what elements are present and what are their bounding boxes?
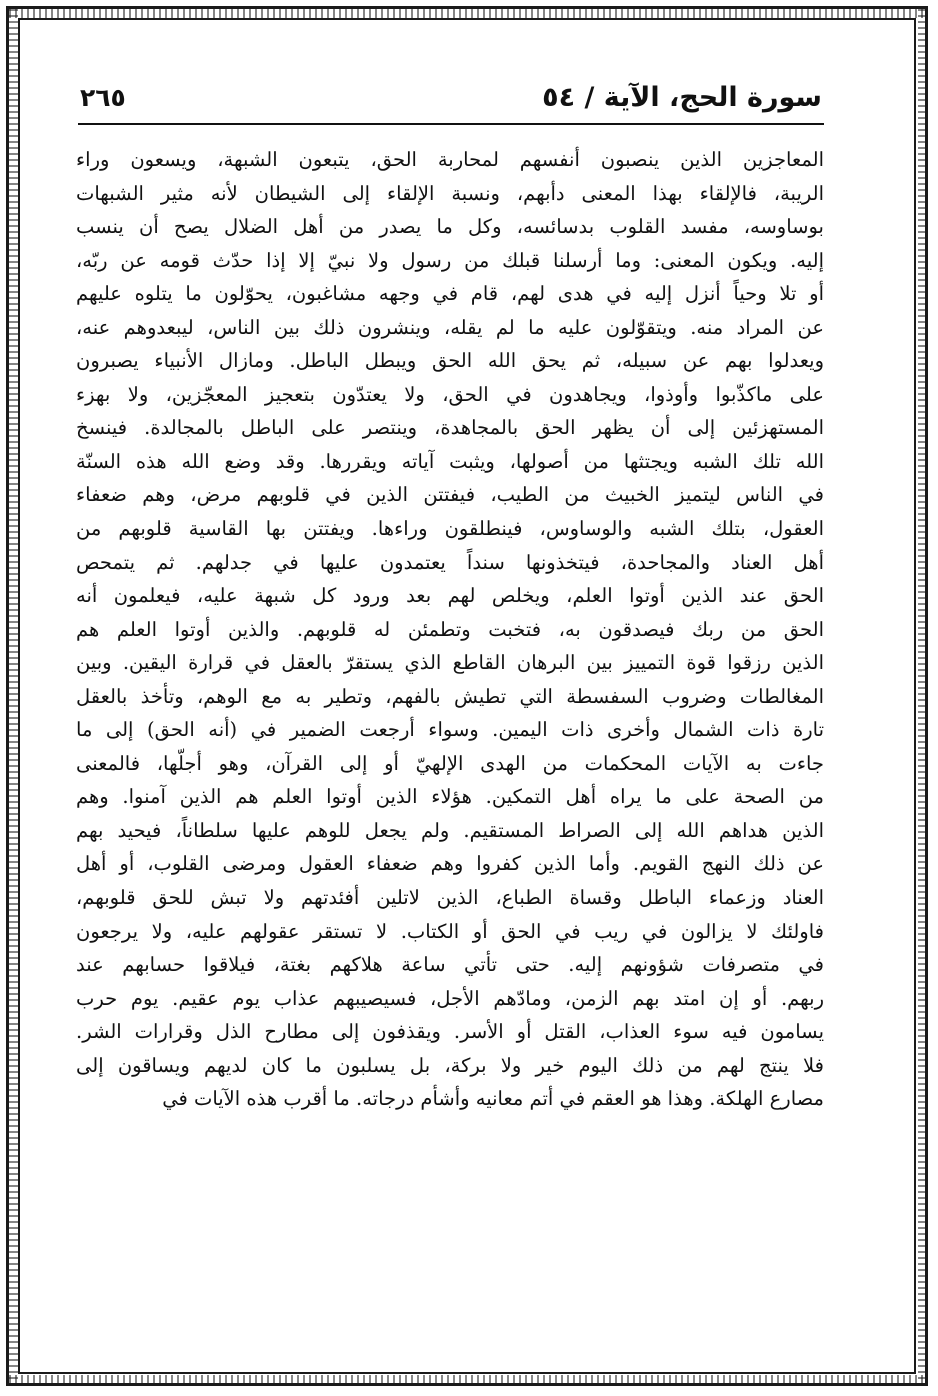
text-line: ويعدلوا بهم عن سبيله، ثم يحق الله الحق ويبطل الباطل. ومازال الأنبياء يصبرون: [76, 349, 824, 373]
text-line: يسامون فيه سوء العذاب، القتل أو الأسر. ويقذفون إلى مطارح الذل وقرارات الشر.: [76, 1020, 824, 1044]
running-title: سورة الحج، الآية / ٥٤: [542, 82, 822, 113]
text-line: جاءت به الآيات المحكمات من الهدى الإلهيّ أو إلى القرآن، وهو أجلّها، فالمعنى: [76, 751, 824, 775]
text-line: في الناس ليتميز الخبيث من الطيب، فيفتتن الذين في قلوبهم مرض، وهم ضعفاء: [76, 483, 824, 507]
text-line: أو تلا وحياً أنزل إليه في هدى لهم، قام في وجهه مشاغبون، يحوّلون ما يتلوه عليهم: [76, 282, 824, 306]
text-line: المغالطات وضروب السفسطة التي تطيش بالفهم، وتطير به مع الوهم، وتأخذ بالعقل: [76, 684, 824, 708]
body-text: [76, 143, 824, 1116]
text-line: من الصحة على ما يراه أهل التمكين. هؤلاء الذين أوتوا العلم هم الذين آمنوا. وهم: [76, 785, 824, 809]
text-line: المستهزئين إلى أن يظهر الحق بالمجاهدة، وينتصر على الباطل بالمجالدة. فينسخ: [76, 416, 824, 440]
page-header: [80, 78, 822, 122]
text-line: بوساوسه، مفسد القلوب بدسائسه، وكل ما يصدر من أهل الضلال يصح أن ينسب: [76, 215, 824, 239]
text-line: المعاجزين الذين ينصبون أنفسهم لمحاربة الحق، يتبعون الشبهة، ويسعون وراء: [76, 148, 824, 171]
text-line: العقول، بتلك الشبه والوساوس، فينطلقون وراءها. ويفتتن بها القاسية قلوبهم من: [76, 517, 824, 541]
text-line: على ماكذّبوا وأوذوا، ويجاهدون في الحق، ولا يعتدّون بتعجيز المعجّزين، ولا بهزء: [76, 382, 824, 406]
text-line: الحق من ربك فيصدقون به، فتخبت وتطمئن له قلوبهم. والذين أوتوا العلم هم: [76, 617, 824, 641]
text-line: مصارع الهلكة. وهذا هو العقم في أتم معانيه وأشأم درجاته. ما أقرب هذه الآيات في: [162, 1087, 824, 1111]
text-line: الله تلك الشبه ويجتثها من أصولها، ويثبت آياته ويقررها. وقد وضع الله هذه السنّة: [76, 449, 824, 473]
text-line: أهل العناد والمجاحدة، فيتخذونها سنداً يعتمدون عليها في جدلهم. ثم يتمحص: [76, 550, 824, 574]
text-line: إليه. ويكون المعنى: وما أرسلنا قبلك من رسول ولا نبيّ إلا إذا حدّث قومه عن ربّه،: [76, 248, 824, 272]
text-line: ربهم. أو إن امتد بهم الزمن، ومادّهم الأجل، فسيصيبهم عذاب يوم عقيم. يوم حرب: [76, 986, 824, 1010]
text-line: عن المراد منه. ويتقوّلون عليه ما لم يقله، وينشرون ذلك بين الناس، ليبعدوهم عنه،: [76, 315, 824, 339]
text-line: عن ذلك النهج القويم. وأما الذين كفروا وهم ضعفاء العقول ومرضى القلوب، أو أهل: [76, 852, 824, 876]
text-line: الريبة، فالإلقاء بهذا المعنى دأبهم، ونسبة الإلقاء إلى الشيطان لأنه مثير الشبهات: [76, 181, 824, 205]
header-rule: [78, 123, 824, 125]
page-number: ٢٦٥: [80, 83, 126, 112]
text-line: الحق عند الذين أوتوا العلم، ويخلص لهم بعد ورود كل شبهة عليه، فيعلمون أنه: [76, 584, 824, 608]
text-line: في متصرفات شؤونهم إليه. حتى تأتي ساعة هلاكهم بغتة، فيلاقوا حسابهم عند: [76, 953, 824, 977]
text-line: العناد وزعماء الباطل وقساة الطباع، الذين لاتلين أفئدتهم ولا تبش للحق قلوبهم،: [76, 886, 824, 910]
text-line: فاولئك لا يزالون في ريب في الحق أو الكتاب. لا تستقر عقولهم عليه، ولا يرجعون: [76, 919, 824, 943]
text-line: تارة ذات الشمال وأخرى ذات اليمين. وسواء أرجعت الضمير في (أنه الحق) إلى ما: [76, 718, 824, 742]
text-line: الذين رزقوا قوة التمييز بين البرهان القاطع الذي يستقرّ بالعقل في قرارة اليقين. وبين: [76, 651, 824, 675]
text-line: الذين هداهم الله إلى الصراط المستقيم. ولم يجعل للوهم عليها سلطاناً، فيحيد بهم: [76, 818, 824, 842]
text-line: فلا ينتج لهم من ذلك اليوم خير ولا بركة، بل يسلبون ما كان لديهم ويساقون إلى: [76, 1053, 824, 1077]
